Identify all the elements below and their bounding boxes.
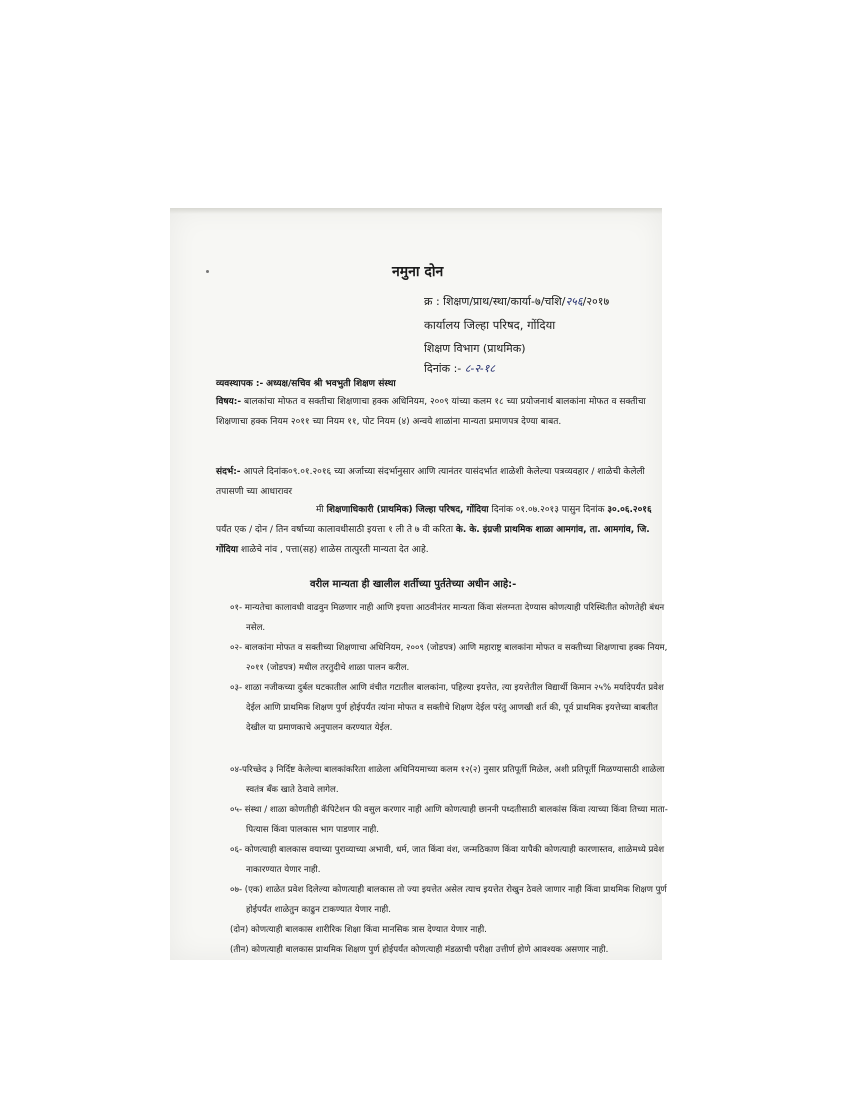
- condition-item: ०७- (एक) शाळेत प्रवेश दिलेल्या कोणत्याही बालकास तो ज्या इयत्तेत असेल त्याच इयत्तेत रोखुन ठेवले जाणार नाही किंवा प्राथमिक शिक्षण पुर्ण होईपर्यंत शाळेतुन काढुन टाकण्यात येणार नाही.: [230, 885, 667, 915]
- condition-item: ०५- संस्था / शाळा कोणतीही कॅपिटेशन फी वसुल करणार नाही आणि कोणत्याही छाननी पध्दतीसाठी बालकांस किंवा त्याच्या किंवा तिच्या माता-पित्यास किंवा पालकास भाग पाडणार नाही.: [230, 805, 668, 835]
- scan-speck: [206, 270, 209, 273]
- department-name: शिक्षण विभाग (प्राथमिक): [424, 342, 526, 355]
- issue-date: दिनांक :- ८-२-१८: [424, 362, 496, 375]
- conditions-heading: वरील मान्यता ही खालील शर्तीच्या पुर्ततेच्या अधीन आहे:-: [310, 579, 517, 590]
- handwritten-number: २५६: [565, 295, 583, 308]
- reference-number: क्र : शिक्षण/प्राथ/स्था/कार्या-७/चशि/२५६/२०१७: [424, 295, 610, 308]
- order-paragraph: मी शिक्षणाधिकारी (प्राथमिक) जिल्हा परिषद, गोंदिया दिनांक ०१.०७.२०१३ पासुन दिनांक ३०.०६.२०१६ पर्यंत एक / दोन / तिन वर्षाच्या कालावधीसाठी इयत्ता १ ली ते ७ वी करिता के. के. इंग्रजी प्राथमिक शाळा आमगांव, ता. आमगांव, जि. गोंदिया शाळेचे नांव , पत्ता(सह) शाळेस तात्पुरती मान्यता देत आहे.: [216, 505, 652, 555]
- condition-item: ०४-परिच्छेद ३ निर्दिष्ट केलेल्या बालकांकरिता शाळेला अधिनियमाच्या कलम १२(२) नुसार प्रतिपूर्ती मिळेल, अशी प्रतिपूर्ती मिळण्यासाठी शाळेला स्वतंत्र बँक खाते ठेवावे लागेल.: [230, 765, 665, 795]
- handwritten-date: ८-२-१८: [464, 362, 496, 375]
- condition-subitem: (तीन) कोणत्याही बालकास प्राथमिक शिक्षण पुर्ण होईपर्यंत कोणत्याही मंडळाची परीक्षा उत्तीर्ण होणे आवश्यक असणार नाही.: [230, 945, 609, 955]
- subject-line: विषय:- बालकांचा मोफत व सक्तीचा शिक्षणाचा हक्क अधिनियम, २००९ यांच्या कलम १८ च्या प्रयोजनार्थ बालकांना मोफत व सक्तीचा शिक्षणाचा हक्क नियम २०११ च्या नियम ११, पोट नियम (४) अन्वये शाळांना मान्यता प्रमाणपत्र देण्या बाबत.: [216, 397, 646, 427]
- form-title: नमुना दोन: [392, 264, 444, 280]
- manager-line: व्यवस्थापक :- अध्यक्ष/सचिव श्री भवभुती शिक्षण संस्था: [216, 379, 396, 389]
- document-page: [170, 208, 668, 960]
- condition-item: ०३- शाळा नजीकच्या दुर्बल घटकातील आणि वंचीत गटातील बालकांना, पहिल्या इयत्तेत, त्या इयत्तेतील विद्यार्थी किमान २५% मर्यादेपर्यंत प्रवेश देईल आणि प्राथमिक शिक्षण पुर्ण होईपर्यंत त्यांना मोफत व सक्तीचे शिक्षण देईल परंतु आणखी शर्त की, पूर्व प्राथमिक इयत्तेच्या बाबतीत देखील या प्रमाणकाचे अनुपालन करण्यात येईल.: [230, 683, 664, 733]
- reference-line: संदर्भ:- आपले दिनांक०९.०१.२०१६ च्या अर्जाच्या संदर्भानुसार आणि त्यानंतर यासंदर्भात शाळेशी केलेल्या पत्रव्यवहार / शाळेची केलेली तपासणी च्या आधारावर: [216, 467, 645, 497]
- condition-item: ०१- मान्यतेचा कालावधी वाढवुन मिळणार नाही आणि इयत्ता आठवीनंतर मान्यता किंवा संलग्नता देण्यास कोणत्याही परिस्थितीत कोणतेही बंधन नसेल.: [230, 603, 665, 633]
- condition-item: ०६- कोणत्याही बालकास वयाच्या पुराव्याच्या अभावी, धर्म, जात किंवा वंश, जन्मठिकाण किंवा यापैकी कोणत्याही कारणास्तव, शाळेमध्ये प्रवेश नाकारण्यात येणार नाही.: [230, 845, 665, 875]
- condition-item: ०२- बालकांना मोफत व सक्तीच्या शिक्षणाचा अधिनियम, २००९ (जोडपत्र) आणि महाराष्ट्र बालकांना मोफत व सक्तीच्या शिक्षणाचा हक्क नियम, २०११ (जोडपत्र) मधील तरतुदीचे शाळा पालन करील.: [230, 643, 668, 673]
- office-name: कार्यालय जिल्हा परिषद, गोंदिया: [424, 318, 556, 332]
- condition-subitem: (दोन) कोणत्याही बालकास शारीरिक शिक्षा किंवा मानसिक त्रास देण्यात येणार नाही.: [230, 925, 487, 935]
